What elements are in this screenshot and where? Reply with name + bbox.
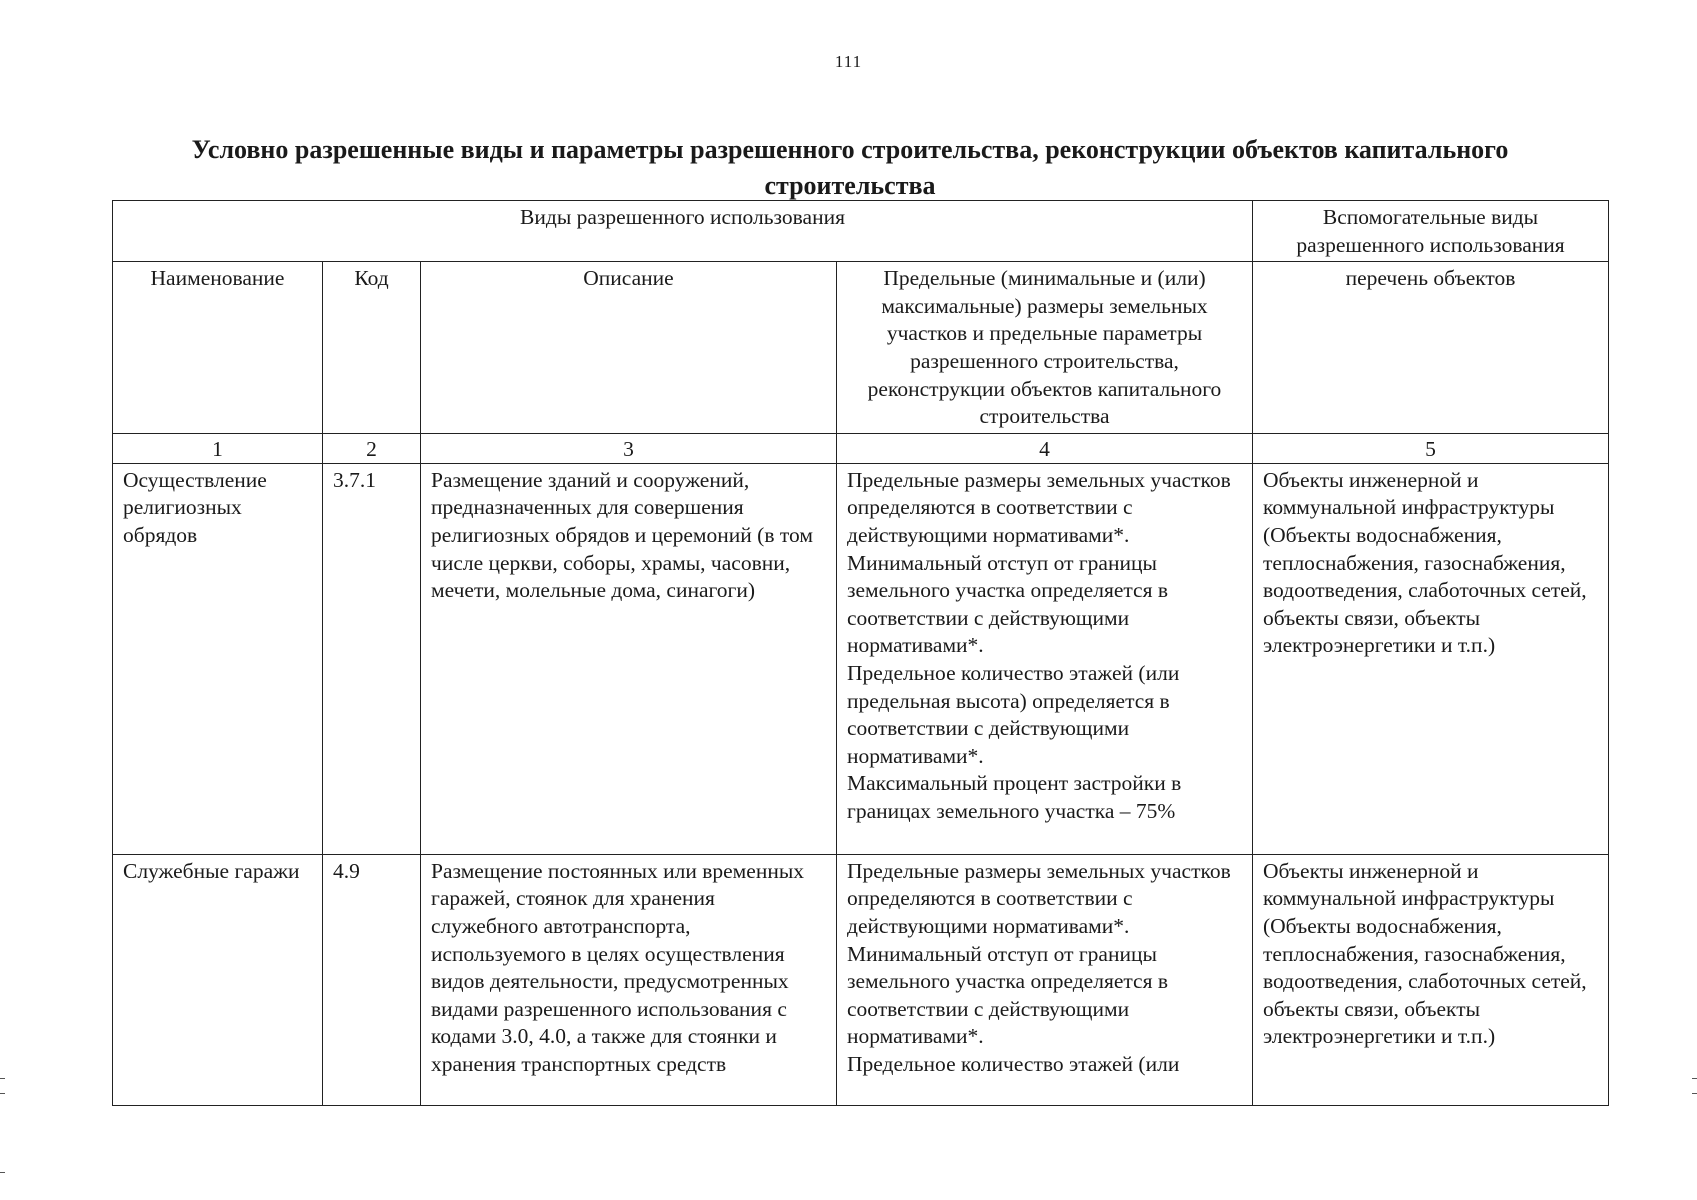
use-objects-cell: Объекты инженерной и коммунальной инфраструктуры (Объекты водоснабжения, теплоснабжения, газоснабжения, водоотведения, слаботочных сетей, объекты связи, объекты электроэнергетики и т.п.) (1253, 463, 1609, 854)
use-limits-cell (837, 463, 1253, 854)
column-header-name: Наименование (113, 262, 323, 434)
column-header-limits: Предельные (минимальные и (или) максимальные) размеры земельных участков и предельные параметры разрешенного строительства, реконструкции объектов капитального строительства (837, 262, 1253, 434)
use-name-cell: Служебные гаражи (113, 854, 323, 1105)
main-uses-header: Виды разрешенного использования (113, 201, 1253, 262)
document-title: Условно разрешенные виды и параметры разрешенного строительства, реконструкции объектов капитального строительства (191, 135, 1509, 200)
use-objects-cell: Объекты инженерной и коммунальной инфраструктуры (Объекты водоснабжения, теплоснабжения, газоснабжения, водоотведения, слаботочных сетей, объекты связи, объекты электроэнергетики и т.п.) (1253, 854, 1609, 1105)
use-name-cell: Осуществление религиозных обрядов (113, 463, 323, 854)
land-use-table (112, 200, 1609, 1106)
limits-paragraph: Минимальный отступ от границы земельного участка определяется в соответствии с действующими нормативами*. (847, 550, 1168, 658)
limits-paragraph: Максимальный процент застройки в границах земельного участка – 75% (847, 771, 1182, 823)
column-number: 3 (421, 433, 837, 463)
table-row (113, 854, 1609, 1105)
table-row (113, 463, 1609, 854)
column-number: 2 (323, 433, 421, 463)
limits-paragraph: Минимальный отступ от границы земельного участка определяется в соответствии с действующими нормативами*. (847, 941, 1168, 1049)
limits-paragraph: Предельные размеры земельных участков определяются в соответствии с действующими нормативами*. (847, 467, 1231, 547)
auxiliary-uses-header: Вспомогательные виды разрешенного использования (1253, 201, 1609, 262)
scan-edge-mark (0, 1172, 5, 1173)
scan-edge-mark (0, 1078, 5, 1094)
limits-paragraph: Предельное количество этажей (или (847, 1051, 1180, 1076)
use-code-cell: 3.7.1 (323, 463, 421, 854)
column-number: 4 (837, 433, 1253, 463)
column-number: 1 (113, 433, 323, 463)
group-header-row (113, 201, 1609, 262)
use-description-cell: Размещение постоянных или временных гаражей, стоянок для хранения служебного автотранспорта, используемого в целях осуществления видов деятельности, предусмотренных видами разрешенного использования с кодами 3.0, 4.0, а также для стоянки и хранения транспортных средств (421, 854, 837, 1105)
column-number: 5 (1253, 433, 1609, 463)
column-header-description: Описание (421, 262, 837, 434)
limits-paragraph: Предельное количество этажей (или предельная высота) определяется в соответствии с действующими нормативами*. (847, 660, 1180, 768)
use-limits-cell (837, 854, 1253, 1105)
page-number: 111 (834, 52, 863, 71)
limits-paragraph: Предельные размеры земельных участков определяются в соответствии с действующими нормативами*. (847, 858, 1231, 938)
column-header-code: Код (323, 262, 421, 434)
scan-edge-mark (1692, 1078, 1697, 1094)
use-description-cell: Размещение зданий и сооружений, предназначенных для совершения религиозных обрядов и церемоний (в том числе церкви, соборы, храмы, часовни, мечети, молельные дома, синагоги) (421, 463, 837, 854)
use-code-cell: 4.9 (323, 854, 421, 1105)
column-header-objects: перечень объектов (1253, 262, 1609, 434)
column-number-row (113, 433, 1609, 463)
column-header-row (113, 262, 1609, 434)
